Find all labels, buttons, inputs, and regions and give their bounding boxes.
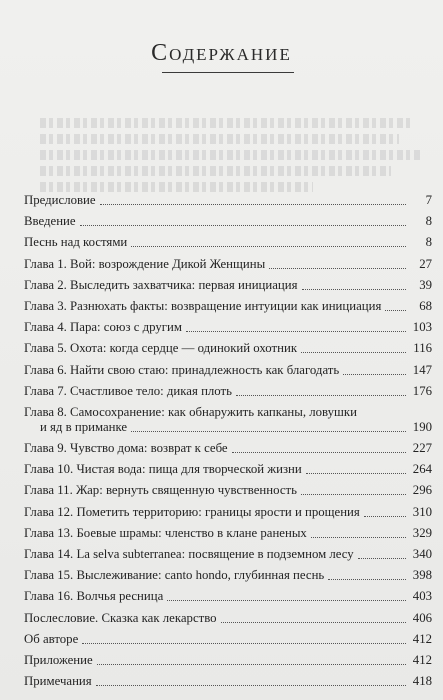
toc-entry-page: 8 [425, 214, 432, 229]
toc-entry [24, 526, 432, 541]
toc-entry [24, 441, 432, 456]
dot-leader [343, 374, 406, 375]
dot-leader [301, 352, 406, 353]
toc-entry [24, 214, 432, 229]
dot-leader [82, 643, 406, 644]
title-underline [162, 72, 294, 73]
toc-entry-title: Глава 12. Пометить территорию: границы ярости и прощения [24, 504, 360, 519]
toc-entry-page: 310 [412, 504, 432, 519]
toc-entry-title: Глава 2. Выследить захватчика: первая инициация [24, 277, 298, 292]
table-of-contents [24, 193, 432, 695]
toc-entry-page: 296 [412, 483, 432, 498]
dot-leader [328, 579, 406, 580]
dot-leader [301, 494, 406, 495]
toc-entry-title: Предисловие [24, 193, 96, 207]
toc-entry-page: 7 [425, 193, 432, 207]
toc-entry [24, 363, 432, 378]
toc-entry-title: Глава 3. Разнюхать факты: возвращение интуиции как инициация [24, 298, 382, 313]
toc-entry-title: Песнь над костями [24, 235, 128, 250]
toc-entry [24, 257, 432, 272]
toc-entry [24, 235, 432, 250]
toc-entry-title: Глава 4. Пара: союз с другим [24, 320, 182, 335]
dot-leader [232, 452, 406, 453]
toc-entry-title: Глава 11. Жар: вернуть священную чувственность [24, 483, 297, 498]
toc-entry [24, 483, 432, 498]
dot-leader [221, 622, 406, 623]
toc-entry-title: Глава 6. Найти свою стаю: принадлежность как благодать [24, 362, 340, 377]
dot-leader [358, 558, 406, 559]
toc-entry [24, 653, 432, 668]
toc-entry-page: 176 [412, 383, 432, 398]
page-title: Содержание [151, 40, 292, 66]
toc-entry-page: 116 [413, 341, 432, 356]
toc-entry-page: 418 [412, 674, 432, 689]
dot-leader [311, 537, 406, 538]
toc-entry-page: 412 [412, 631, 432, 646]
toc-entry-title: Глава 1. Вой: возрождение Дикой Женщины [24, 256, 266, 271]
toc-entry-page: 68 [419, 298, 432, 313]
toc-entry-page: 227 [412, 441, 432, 456]
toc-entry-page: 27 [419, 256, 432, 271]
toc-entry [24, 632, 432, 647]
toc-entry-title: Глава 15. Выслеживание: canto hondo, глубинная песнь [24, 568, 325, 583]
toc-entry [24, 299, 432, 314]
dot-leader [97, 664, 406, 665]
dot-leader [80, 225, 406, 226]
toc-entry-title: Глава 10. Чистая вода: пища для творческой жизни [24, 462, 302, 477]
toc-entry-title: Приложение [24, 652, 93, 667]
toc-entry-page: 412 [412, 652, 432, 667]
toc-entry [24, 611, 432, 626]
dot-leader [131, 431, 406, 432]
toc-entry-page: 39 [419, 277, 432, 292]
toc-entry [24, 193, 432, 208]
toc-entry-page: 406 [412, 610, 432, 625]
toc-entry-title: Глава 13. Боевые шрамы: членство в клане раненых [24, 525, 307, 540]
toc-entry-title: Глава 5. Охота: когда сердце — одинокий охотник [24, 341, 298, 356]
toc-entry-title: Послесловие. Сказка как лекарство [24, 610, 217, 625]
toc-entry [24, 462, 432, 477]
toc-entry-title: Глава 8. Самосохранение: как обнаружить капканы, ловушки [24, 404, 357, 419]
toc-entry-title: Примечания [24, 674, 92, 689]
toc-entry [24, 341, 432, 356]
toc-entry-title: Глава 9. Чувство дома: возврат к себе [24, 441, 228, 456]
dot-leader [131, 246, 406, 247]
toc-entry [24, 589, 432, 604]
dot-leader [385, 310, 406, 311]
toc-entry-page: 403 [412, 589, 432, 604]
dot-leader [96, 685, 406, 686]
toc-entry-title: Об авторе [24, 631, 79, 646]
toc-entry-title: Глава 14. La selva subterranea: посвящение в подземном лесу [24, 547, 354, 561]
dot-leader [236, 395, 406, 396]
toc-entry-page: 329 [412, 525, 432, 540]
toc-entry-title-continued: и яд в приманке [40, 419, 128, 434]
toc-entry-page: 147 [412, 362, 432, 377]
toc-entry-page: 340 [412, 547, 432, 561]
toc-entry-title: Введение [24, 214, 76, 229]
toc-entry-page: 398 [412, 568, 432, 583]
bleed-through-text [40, 118, 430, 198]
toc-entry [24, 547, 432, 562]
toc-entry [24, 505, 432, 520]
dot-leader [306, 473, 406, 474]
toc-entry-page: 264 [412, 462, 432, 477]
toc-entry-title: Глава 7. Счастливое тело: дикая плоть [24, 383, 232, 398]
dot-leader [302, 289, 406, 290]
toc-entry-page: 190 [412, 419, 432, 434]
dot-leader [186, 331, 406, 332]
toc-entry [24, 674, 432, 689]
toc-entry-page: 8 [425, 235, 432, 250]
toc-entry-page: 103 [412, 320, 432, 335]
dot-leader [364, 516, 406, 517]
toc-entry [24, 320, 432, 335]
toc-entry [24, 405, 432, 435]
toc-entry-title: Глава 16. Волчья ресница [24, 589, 164, 604]
dot-leader [167, 600, 406, 601]
toc-entry [24, 278, 432, 293]
toc-entry [24, 384, 432, 399]
dot-leader [269, 268, 406, 269]
toc-entry [24, 568, 432, 583]
dot-leader [100, 204, 406, 205]
